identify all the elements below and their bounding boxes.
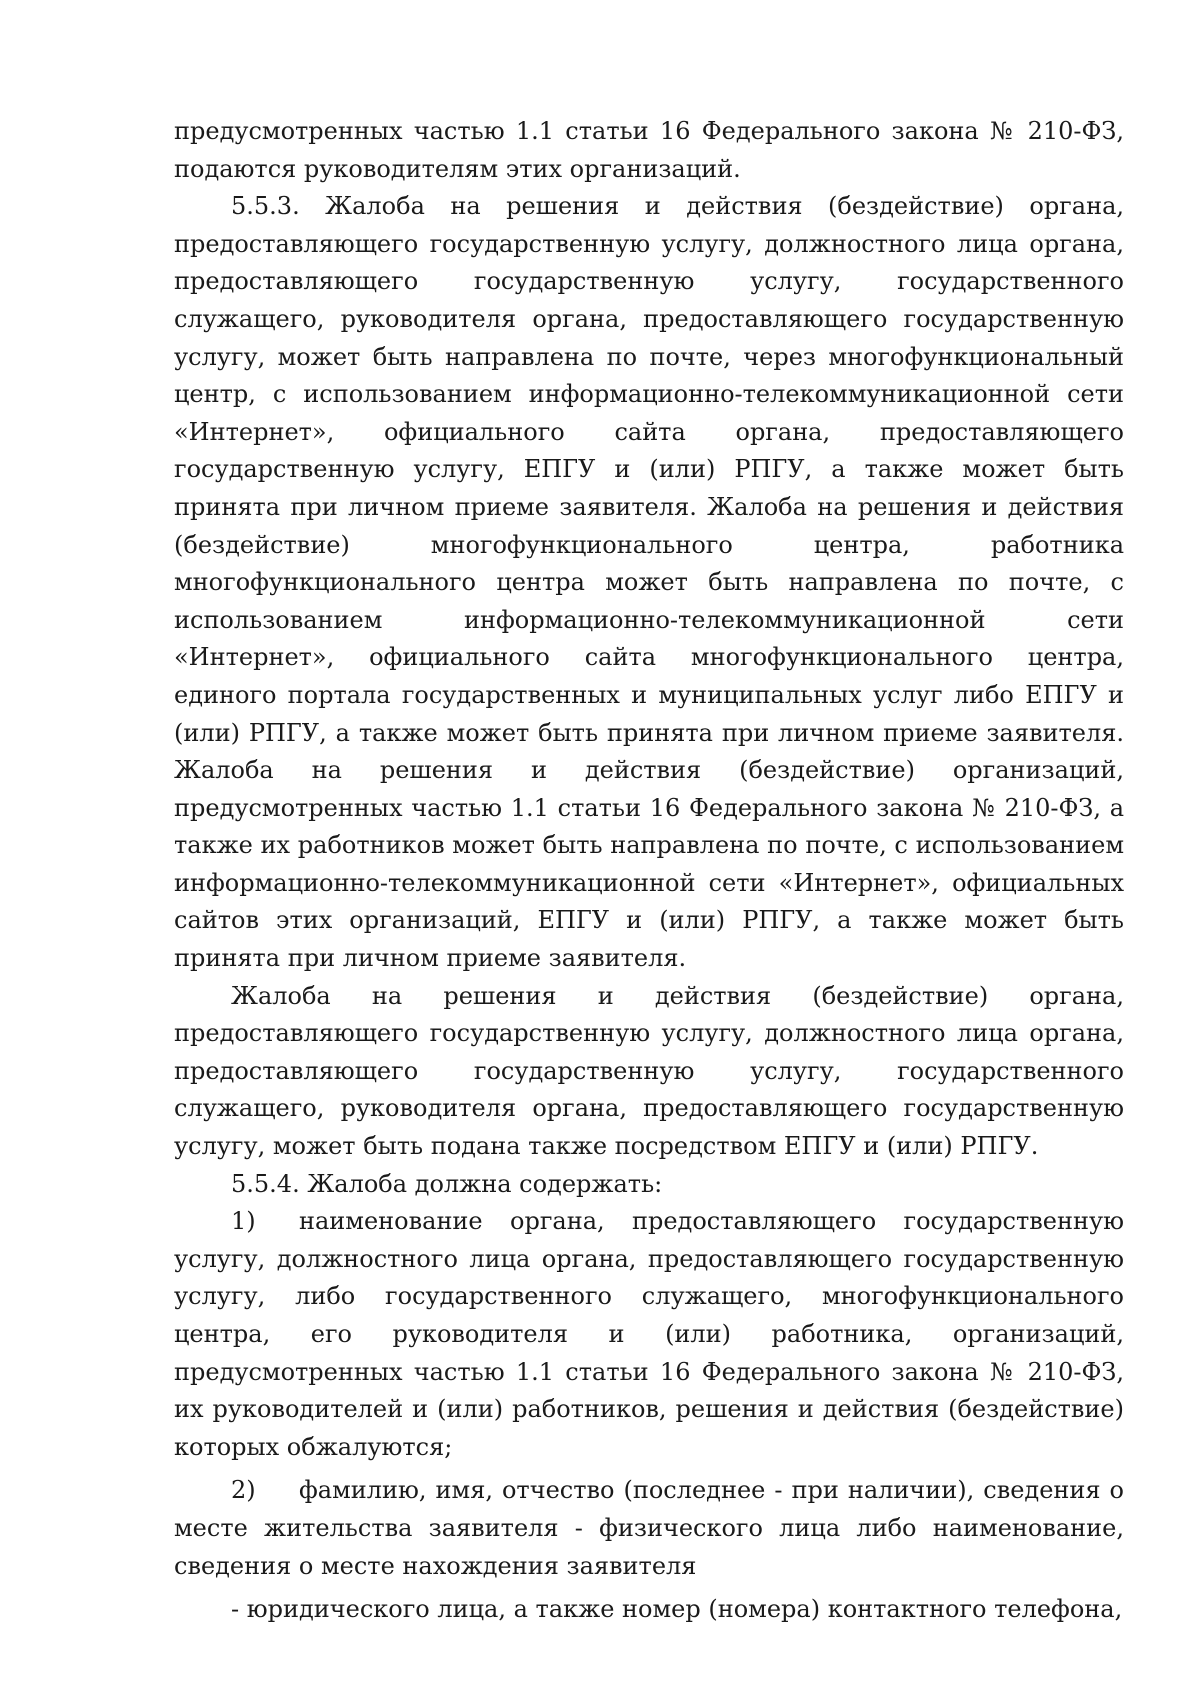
list-item-1: [174, 1203, 1124, 1466]
list-item-2: [174, 1472, 1124, 1585]
list-item-2-text: фамилию, имя, отчество (последнее - при наличии), сведения о месте жительства заявителя - физического лица либо наименование, сведения о месте нахождения заявителя: [174, 1476, 1124, 1580]
paragraph-legal-entity: - юридического лица, а также номер (номера) контактного телефона,: [231, 1595, 1123, 1624]
paragraph-complaint-epgu: Жалоба на решения и действия (бездействие) органа, предоставляющего государственную услугу, должностного лица органа, предоставляющего государственную услугу, государственного служащего, руководителя органа, предоставляющего государственную услугу, может быть подана также посредством ЕПГУ и (или) РПГУ.: [174, 981, 1124, 1161]
list-item-2-number: 2): [231, 1476, 256, 1505]
document-body: [174, 113, 1124, 1629]
paragraph-5-5-3: 5.5.3. Жалоба на решения и действия (бездействие) органа, предоставляющего государственную услугу, должностного лица органа, предоставляющего государственную услугу, государственного служащего, руководителя органа, предоставляющего государственную услугу, может быть направлена по почте, через многофункциональный центр, с использованием информационно-телекоммуникационной сети «Интернет», официального сайта органа, предоставляющего государственную услугу, ЕПГУ и (или) РПГУ, а также может быть принята при личном приеме заявителя. Жалоба на решения и действия (бездействие) многофункционального центра, работника многофункционального центра может быть направлена по почте, с использованием информационно-телекоммуникационной сети «Интернет», официального сайта многофункционального центра, единого портала государственных и муниципальных услуг либо ЕПГУ и (или) РПГУ, а также может быть принята при личном приеме заявителя. Жалоба на решения и действия (бездействие) организаций, предусмотренных частью 1.1 статьи 16 Федерального закона № 210-ФЗ, а также их работников может быть направлена по почте, с использованием информационно-телекоммуникационной сети «Интернет», официальных сайтов этих организаций, ЕПГУ и (или) РПГУ, а также может быть принята при личном приеме заявителя.: [174, 192, 1124, 973]
list-item-1-text: наименование органа, предоставляющего государственную услугу, должностного лица органа, предоставляющего государственную услугу, либо государственного служащего, многофункционального центра, его руководителя и (или) работника, организаций, предусмотренных частью 1.1 статьи 16 Федерального закона № 210-ФЗ, их руководителей и (или) работников, решения и действия (бездействие) которых обжалуются;: [174, 1207, 1124, 1461]
list-item-1-number: 1): [231, 1207, 256, 1236]
paragraph-continuation: предусмотренных частью 1.1 статьи 16 Федерального закона № 210-ФЗ, подаются руководителям этих организаций.: [174, 117, 1124, 183]
paragraph-5-5-4: 5.5.4. Жалоба должна содержать:: [231, 1169, 663, 1198]
